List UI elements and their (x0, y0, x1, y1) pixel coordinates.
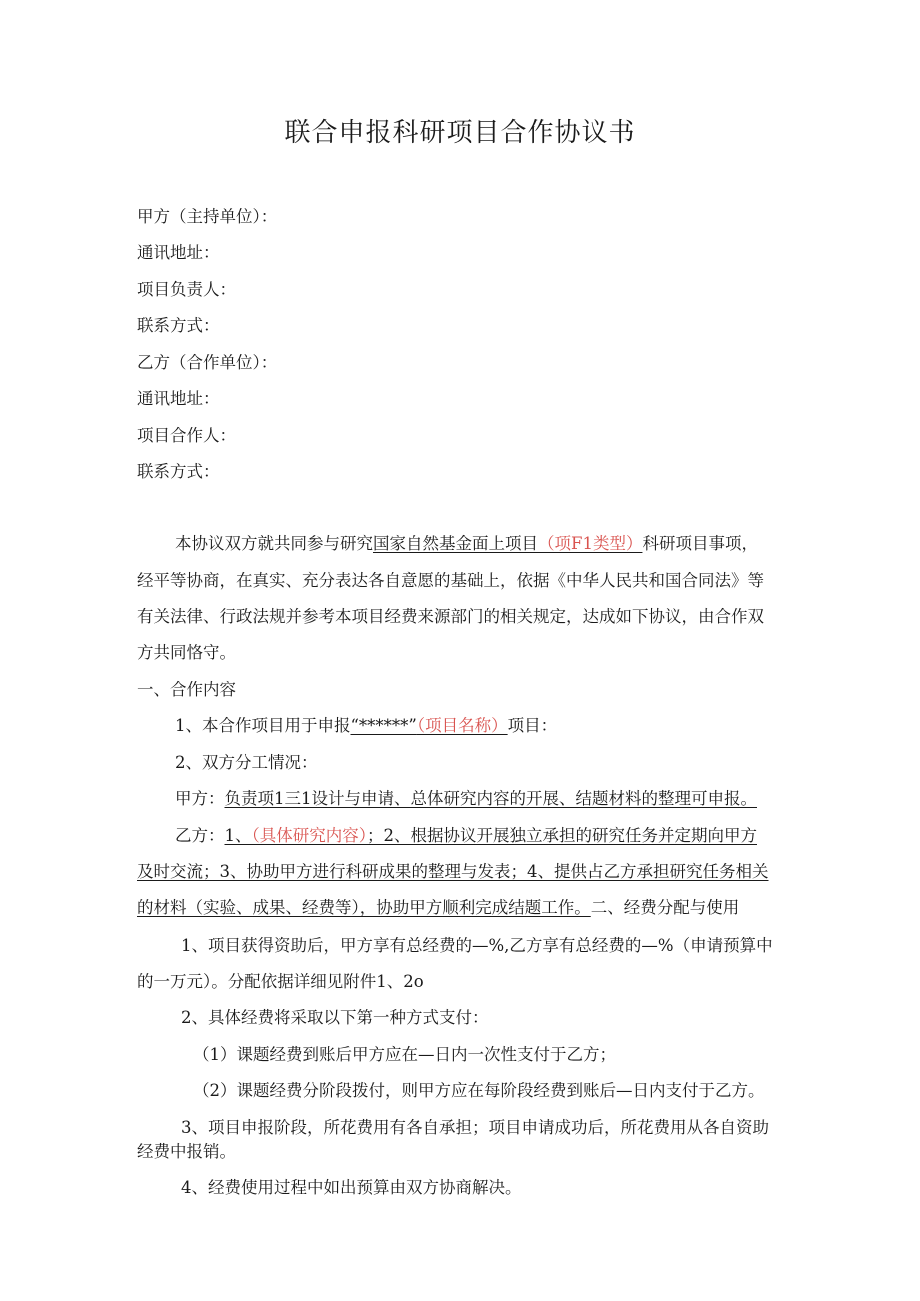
party-b-contact-label: 联系方式： (137, 462, 220, 481)
division-party-a-label: 甲方： (175, 789, 225, 808)
section1-item1-red: （项目名称） (416, 716, 508, 735)
section2-item3-line1: 3、项目申报阶段，所花费用有各自承担；项目申请成功后，所花费用从各自资助 (181, 1118, 769, 1137)
intro-p1: 本协议双方就共同参与研究 (175, 534, 373, 553)
division-party-a (175, 788, 757, 810)
division-party-b-content (225, 826, 758, 845)
division-party-b-label: 乙方： (175, 826, 225, 845)
intro-project-type-text: 国家自然基金面上项目 (373, 534, 538, 553)
division-party-a-text: 负责项1三1设计与申请、总体研究内容的开展、结题材料的整理可申报。 (224, 789, 757, 808)
party-a-address-label: 通讯地址： (137, 243, 220, 262)
division-party-b-text2: 及时交流；3、协助甲方进行科研成果的整理与发表；4、提供占乙方承担研究任务相关 (137, 862, 769, 881)
division-party-b-line1 (175, 825, 757, 847)
section2-item1-line2: 的一万元）。分配依据详细见附件1、2o (137, 972, 424, 991)
party-a-leader-label: 项目负责人： (137, 280, 236, 299)
division-party-b-line3 (137, 897, 739, 919)
document-title: 联合申报科研项目合作协议书 (284, 118, 636, 148)
section2-option1: （1）课题经费到账后甲方应在—日内一次性支付于乙方； (193, 1045, 616, 1064)
division-party-b-text1: ；2、根据协议开展独立承担的研究任务并定期向甲方 (367, 826, 757, 845)
section2-item3-line2: 经费中报销。 (137, 1142, 236, 1161)
intro-line-2: 经平等协商，在真实、充分表达各自意愿的基础上，依据《中华人民共和国合同法》等 (137, 571, 764, 590)
party-a-contact-label: 联系方式： (137, 316, 220, 335)
section1-heading: 一、合作内容 (137, 680, 236, 699)
intro-project-type (373, 534, 642, 553)
section1-item1 (175, 715, 557, 737)
division-party-b-num: 1、 (224, 826, 252, 845)
section2-item4: 4、经费使用过程中如出预算由双方协商解决。 (181, 1178, 522, 1197)
section2-option2: （2）课题经费分阶段拨付，则甲方应在每阶段经费到账后—日内支付于乙方。 (193, 1081, 765, 1100)
party-b-label: 乙方（合作单位）： (137, 353, 278, 372)
intro-p1-rest: 科研项目事项， (642, 534, 758, 553)
section1-item1-suffix: 项目： (507, 716, 558, 735)
division-party-b-text3: 的材料（实验、成果、经费等），协助甲方顺利完成结题工作。 (137, 898, 591, 917)
division-party-b-line2 (137, 861, 769, 883)
intro-line-4: 方共同恪守。 (137, 643, 236, 662)
section1-item1-quote: “******” (350, 716, 417, 735)
intro-project-type-red: （项F1类型） (538, 534, 643, 553)
party-b-partner-label: 项目合作人： (137, 426, 236, 445)
section2-item1-line1: 1、项目获得资助后，甲方享有总经费的—%,乙方享有总经费的—%（申请预算中 (181, 936, 773, 955)
party-a-label: 甲方（主持单位）： (137, 207, 278, 226)
intro-line-3: 有关法律、行政法规并参考本项目经费来源部门的相关规定，达成如下协议，由合作双 (137, 607, 764, 626)
section2-item2: 2、具体经费将采取以下第一种方式支付： (181, 1008, 489, 1027)
party-b-address-label: 通讯地址： (137, 389, 220, 408)
section1-item1-prefix: 1、本合作项目用于申报 (175, 716, 351, 735)
section2-heading: 二、经费分配与使用 (590, 898, 740, 917)
intro-line-1 (175, 533, 758, 555)
section1-item2: 2、双方分工情况： (175, 753, 318, 772)
division-party-b-red: （具体研究内容） (251, 826, 367, 845)
section1-item1-name (351, 716, 508, 735)
